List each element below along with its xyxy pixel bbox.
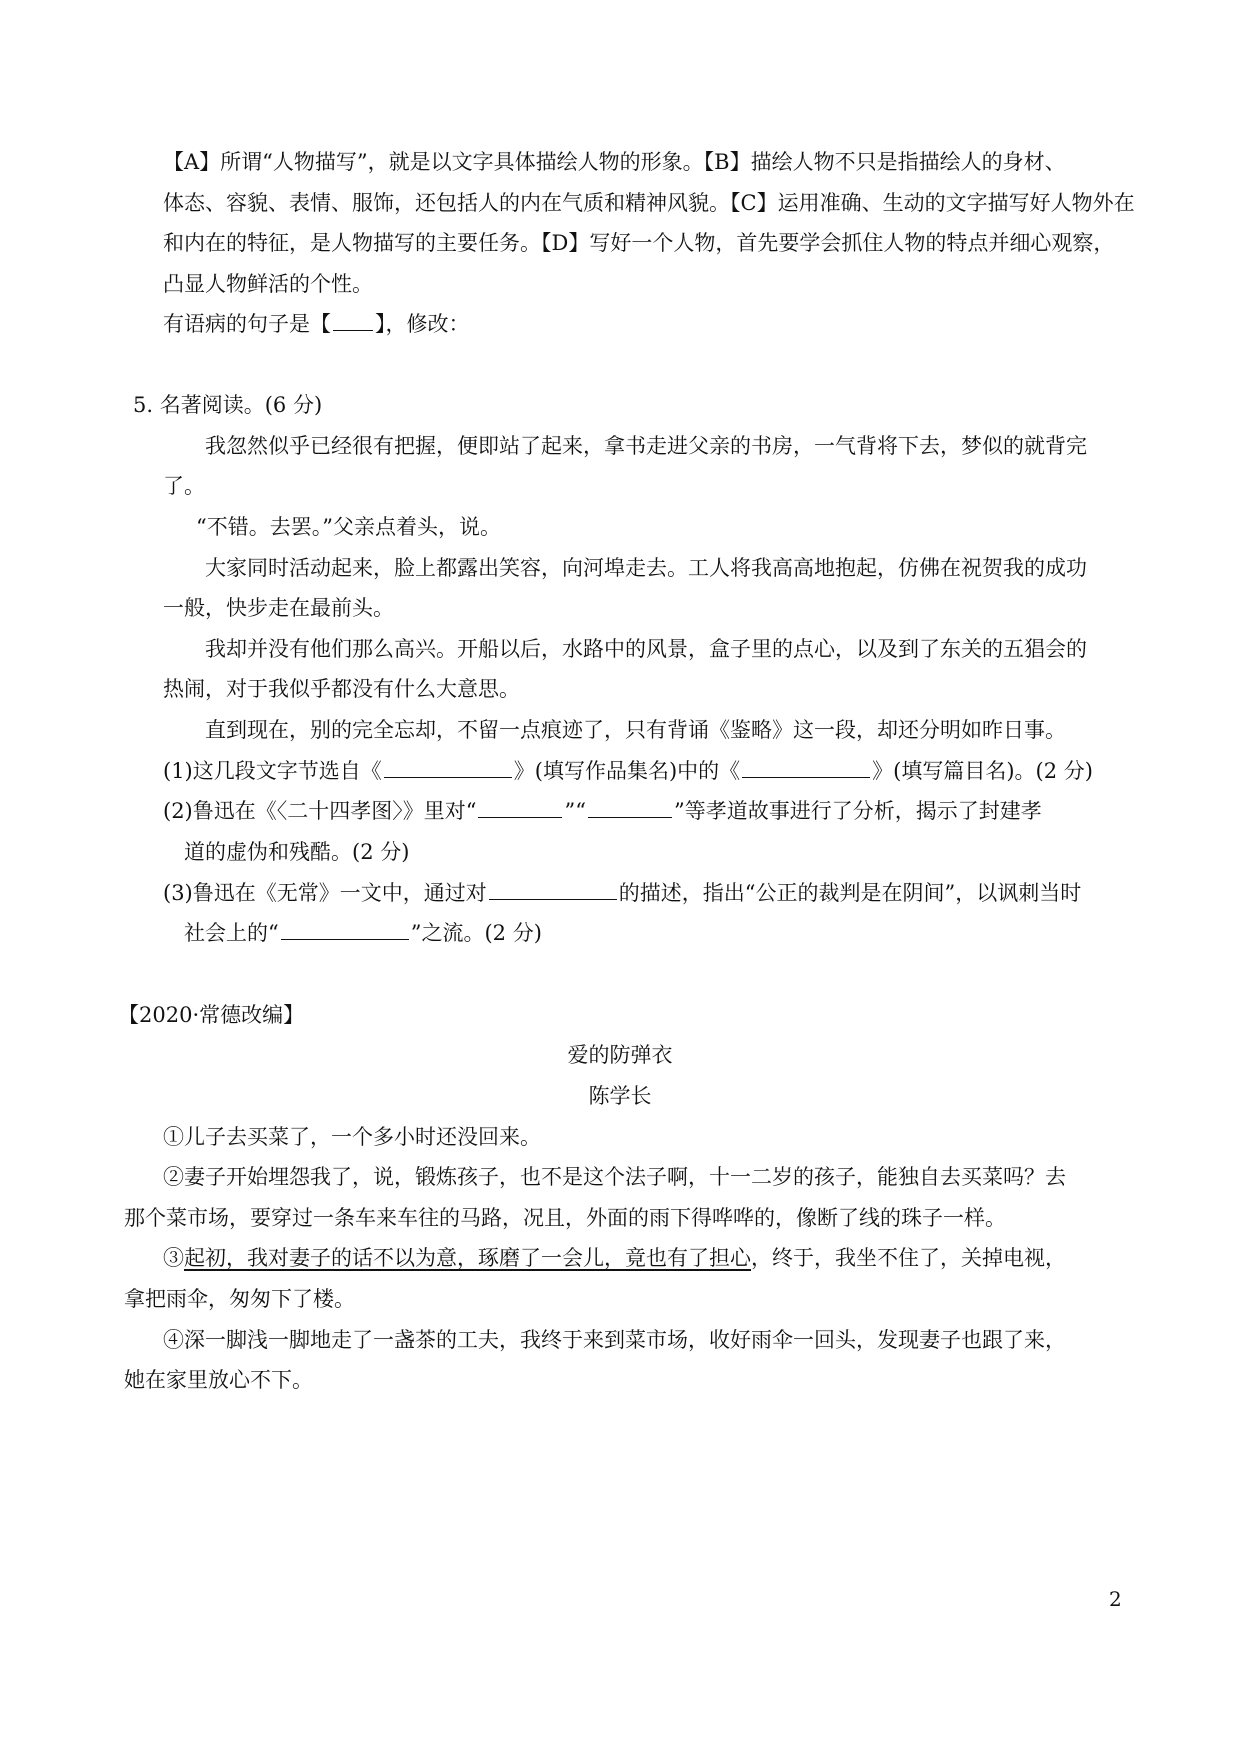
q5-sub2: [163, 797, 1042, 825]
q4-line-4: 凸显人物鲜活的个性。: [163, 272, 373, 296]
source-tag: 【2020·常德改编】: [118, 1003, 305, 1027]
q5-title: 5. 名著阅读。(6 分): [133, 393, 323, 417]
q5-sub2-blank-1[interactable]: [478, 797, 562, 818]
article-paragraph-1: ①儿子去买菜了，一个多小时还没回来。: [163, 1125, 541, 1149]
q5-passage-line-3: “不错。去罢。”父亲点着头，说。: [196, 515, 501, 539]
q4-line-1: 【A】所谓“人物描写”，就是以文字具体描绘人物的形象。【B】描绘人物不只是指描绘人的身材、: [163, 150, 1066, 174]
article-title: 爱的防弹衣: [567, 1043, 673, 1067]
q5-passage-line-6: 我却并没有他们那么高兴。开船以后，水路中的风景，盒子里的点心，以及到了东关的五猖会的: [205, 637, 1087, 661]
article-author: 陈学长: [588, 1084, 652, 1108]
q5-sub1-blank-2[interactable]: [742, 757, 870, 778]
q4-answer-prefix: 有语病的句子是【: [163, 312, 331, 336]
article-paragraph-2-line-2: 那个菜市场，要穿过一条车来车往的马路，况且，外面的雨下得哗哗的，像断了线的珠子一样。: [124, 1206, 1006, 1230]
q5-passage-line-5: 一般，快步走在最前头。: [163, 596, 394, 620]
page-number: 2: [1109, 1587, 1122, 1611]
q5-passage-line-1: 我忽然似乎已经很有把握，便即站了起来，拿书走进父亲的书房，一气背将下去，梦似的就背完: [205, 434, 1087, 458]
q4-answer-line: [163, 310, 470, 338]
q5-sub3-text-c: 社会上的“: [184, 921, 279, 945]
q5-sub3-blank-1[interactable]: [489, 879, 617, 900]
article-paragraph-3-line-2: 拿把雨伞，匆匆下了楼。: [124, 1287, 355, 1311]
q5-passage-line-4: 大家同时活动起来，脸上都露出笑容，向河埠走去。工人将我高高地抱起，仿佛在祝贺我的成功: [205, 556, 1087, 580]
article-paragraph-2-line-1: ②妻子开始埋怨我了，说，锻炼孩子，也不是这个法子啊，十一二岁的孩子，能独自去买菜吗？去: [163, 1165, 1066, 1189]
q5-sub1: [163, 757, 1093, 785]
q5-sub2-line-2: 道的虚伪和残酷。(2 分): [184, 840, 410, 864]
article-underlined-sentence: 起初，我对妻子的话不以为意，琢磨了一会儿，竟也有了担心: [184, 1246, 751, 1270]
q5-passage-line-7: 热闹，对于我似乎都没有什么大意思。: [163, 677, 520, 701]
q5-sub1-text-c: 》(填写篇目名)。(2 分): [872, 759, 1093, 783]
q5-sub1-blank-1[interactable]: [384, 757, 512, 778]
q4-answer-suffix: 】，修改：: [375, 312, 470, 336]
q5-sub2-text-a: (2)鲁迅在《〈二十四孝图〉》里对“: [163, 799, 477, 823]
q5-sub1-text-a: (1)这几段文字节选自《: [163, 759, 382, 783]
article-paragraph-3-line-1: [163, 1244, 1066, 1272]
q5-sub2-blank-2[interactable]: [588, 797, 672, 818]
q4-line-2: 体态、容貌、表情、服饰，还包括人的内在气质和精神风貌。【C】运用准确、生动的文字描写好人物外在: [163, 191, 1135, 215]
q5-sub3-text-a: (3)鲁迅在《无常》一文中，通过对: [163, 881, 487, 905]
q5-passage-line-2: 了。: [163, 474, 205, 498]
article-paragraph-3-rest: ，终于，我坐不住了，关掉电视，: [751, 1246, 1066, 1270]
q5-sub3-line-2: [184, 919, 542, 947]
article-paragraph-4-line-1: ④深一脚浅一脚地走了一盏茶的工夫，我终于来到菜市场，收好雨伞一回头，发现妻子也跟了来，: [163, 1328, 1066, 1352]
article-paragraph-4-line-2: 她在家里放心不下。: [124, 1368, 313, 1392]
q5-passage-line-8: 直到现在，别的完全忘却，不留一点痕迹了，只有背诵《鉴略》这一段，却还分明如昨日事。: [205, 718, 1066, 742]
q5-sub1-text-b: 》(填写作品集名)中的《: [513, 759, 741, 783]
q5-sub2-text-b: ”“: [564, 799, 586, 823]
q5-sub3-text-d: ”之流。(2 分): [410, 921, 542, 945]
q5-sub2-text-c: ”等孝道故事进行了分析，揭示了封建孝: [673, 799, 1042, 823]
article-paragraph-3-number: ③: [163, 1246, 184, 1270]
q4-answer-blank[interactable]: [333, 310, 373, 331]
q4-line-3: 和内在的特征，是人物描写的主要任务。【D】写好一个人物，首先要学会抓住人物的特点并细心观察，: [163, 231, 1115, 255]
q5-sub3: [163, 879, 1081, 907]
q5-sub3-text-b: 的描述，指出“公正的裁判是在阴间”，以讽刺当时: [618, 881, 1082, 905]
q5-sub3-blank-2[interactable]: [281, 919, 409, 940]
